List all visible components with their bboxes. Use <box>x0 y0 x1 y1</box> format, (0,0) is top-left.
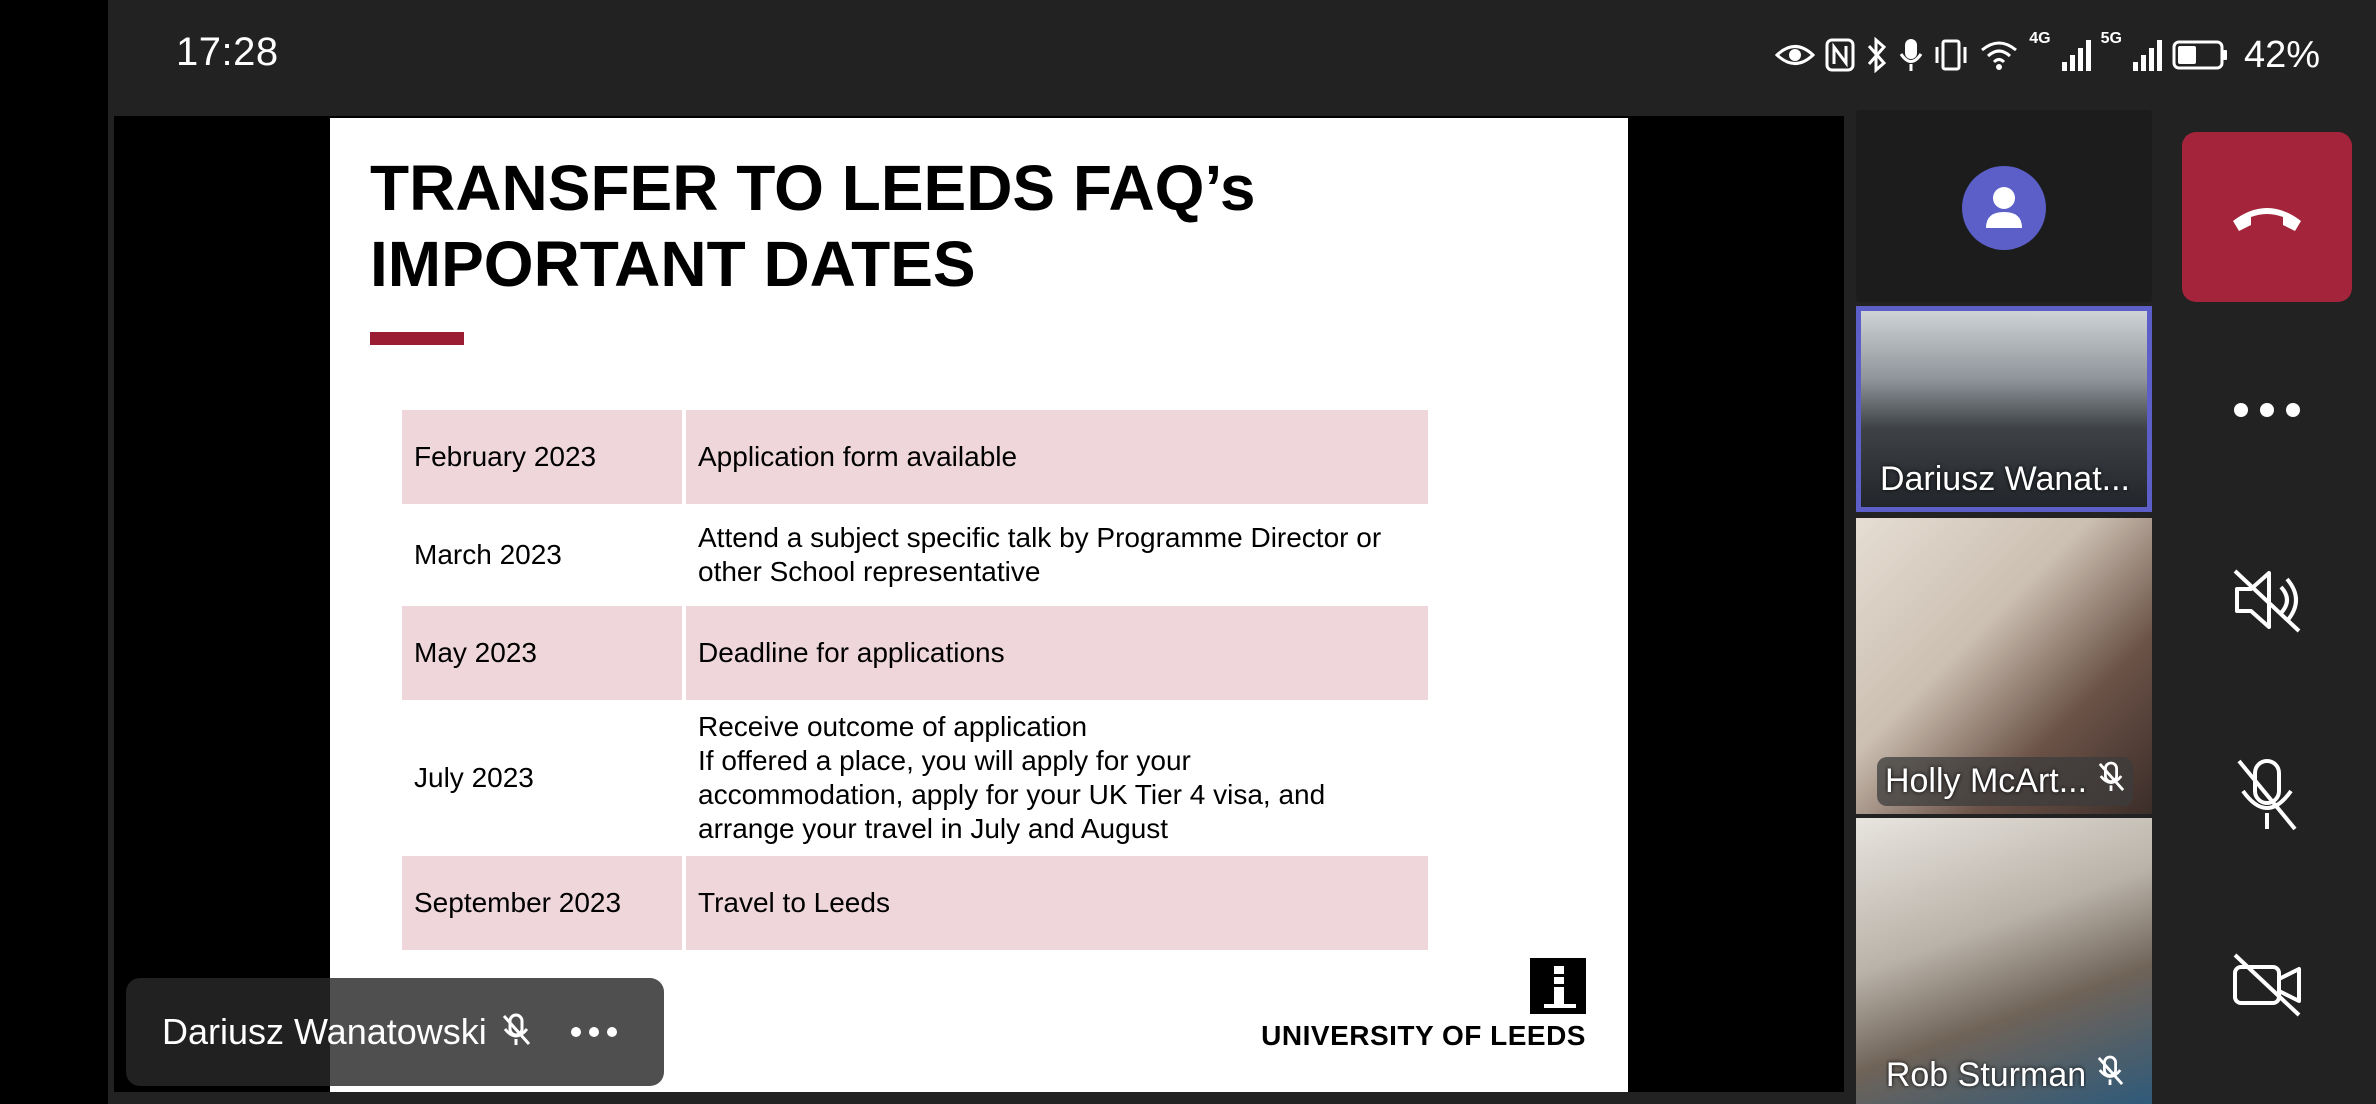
status-icons <box>1775 30 2320 80</box>
battery-icon <box>2172 40 2228 70</box>
description-line: Receive outcome of application <box>698 711 1088 742</box>
description-cell <box>686 606 1428 700</box>
table-row <box>402 506 1428 604</box>
mic-off-icon <box>2096 1055 2124 1096</box>
participant-name: Dariusz Wanat... <box>1879 460 2131 498</box>
hang-up-button[interactable] <box>2182 132 2352 302</box>
university-crest-icon <box>1530 958 1586 1014</box>
call-controls <box>2158 110 2376 1104</box>
participant-tile-avatar[interactable] <box>1856 110 2152 302</box>
description-cell <box>686 410 1428 504</box>
vibrate-icon <box>1933 38 1969 72</box>
participant-tile-dariusz[interactable] <box>1856 306 2152 512</box>
description-line: Travel to Leeds <box>698 887 890 918</box>
eye-icon <box>1775 40 1815 70</box>
table-row <box>402 410 1428 504</box>
table-row <box>402 856 1428 950</box>
status-bar <box>108 0 2376 112</box>
mic-off-icon <box>2235 757 2299 833</box>
more-icon <box>2234 403 2300 417</box>
university-logo <box>1261 958 1586 1052</box>
hang-up-icon <box>2229 197 2305 237</box>
description-line: accommodation, apply for your UK Tier 4 visa, and <box>698 779 1326 810</box>
signal-icon <box>2061 38 2091 72</box>
mic-toggle-button[interactable] <box>2182 735 2352 855</box>
description-cell <box>686 856 1428 950</box>
speaker-toggle-button[interactable] <box>2182 540 2352 660</box>
more-options-button[interactable] <box>2182 350 2352 470</box>
description-line: arrange your travel in July and August <box>698 813 1169 844</box>
description-line: Attend a subject specific talk by Programme Director or <box>698 522 1382 553</box>
network-5g-label: 5G <box>2100 30 2122 47</box>
slide-title <box>370 150 1255 302</box>
participant-name: Holly McArt... <box>1884 762 2088 800</box>
date-cell: May 2023 <box>402 606 682 700</box>
microphone-icon <box>1899 37 1923 73</box>
participant-tile-holly[interactable] <box>1856 518 2152 814</box>
camera-toggle-button[interactable] <box>2182 925 2352 1045</box>
date-cell: February 2023 <box>402 410 682 504</box>
date-cell: July 2023 <box>414 762 534 793</box>
important-dates-table <box>402 410 1428 952</box>
participant-name: Rob Sturman <box>1885 1056 2087 1094</box>
presenter-name: Dariusz Wanatowski <box>162 1011 487 1052</box>
description-cell <box>686 506 1428 604</box>
slide-title-line: IMPORTANT DATES <box>370 228 976 300</box>
participant-label <box>1866 1055 2144 1096</box>
left-black-strip <box>0 0 108 1104</box>
slide-title-line: TRANSFER TO LEEDS FAQ’s <box>370 152 1256 224</box>
avatar <box>1962 166 2046 250</box>
description-line: Deadline for applications <box>698 637 1005 668</box>
description-line: If offered a place, you will apply for your <box>698 745 1191 776</box>
mic-off-icon <box>501 1013 531 1052</box>
nfc-icon <box>1825 38 1855 72</box>
more-icon[interactable] <box>571 1027 617 1037</box>
battery-percent: 42% <box>2243 33 2320 76</box>
signal-icon <box>2132 38 2162 72</box>
camera-off-icon <box>2229 951 2305 1019</box>
description-line: other School representative <box>698 556 1041 587</box>
title-accent-bar <box>370 332 464 345</box>
status-time: 17:28 <box>176 30 279 74</box>
presenter-label[interactable] <box>126 978 664 1086</box>
date-cell: March 2023 <box>414 539 562 570</box>
table-row <box>402 702 1428 854</box>
university-logo-text: UNIVERSITY OF LEEDS <box>1261 1020 1586 1051</box>
mic-off-icon <box>2097 761 2125 802</box>
participant-tile-rob[interactable] <box>1856 818 2152 1104</box>
wifi-icon <box>1979 38 2019 72</box>
description-line: Application form available <box>698 441 1018 472</box>
speaker-muted-icon <box>2229 565 2305 635</box>
date-cell: September 2023 <box>402 856 682 950</box>
description-cell <box>686 702 1428 854</box>
table-row <box>402 606 1428 700</box>
bluetooth-icon <box>1865 37 1889 73</box>
presentation-slide <box>330 118 1628 1092</box>
participant-label <box>1866 757 2144 806</box>
network-4g-label: 4G <box>2029 30 2051 47</box>
participant-label <box>1871 460 2139 499</box>
